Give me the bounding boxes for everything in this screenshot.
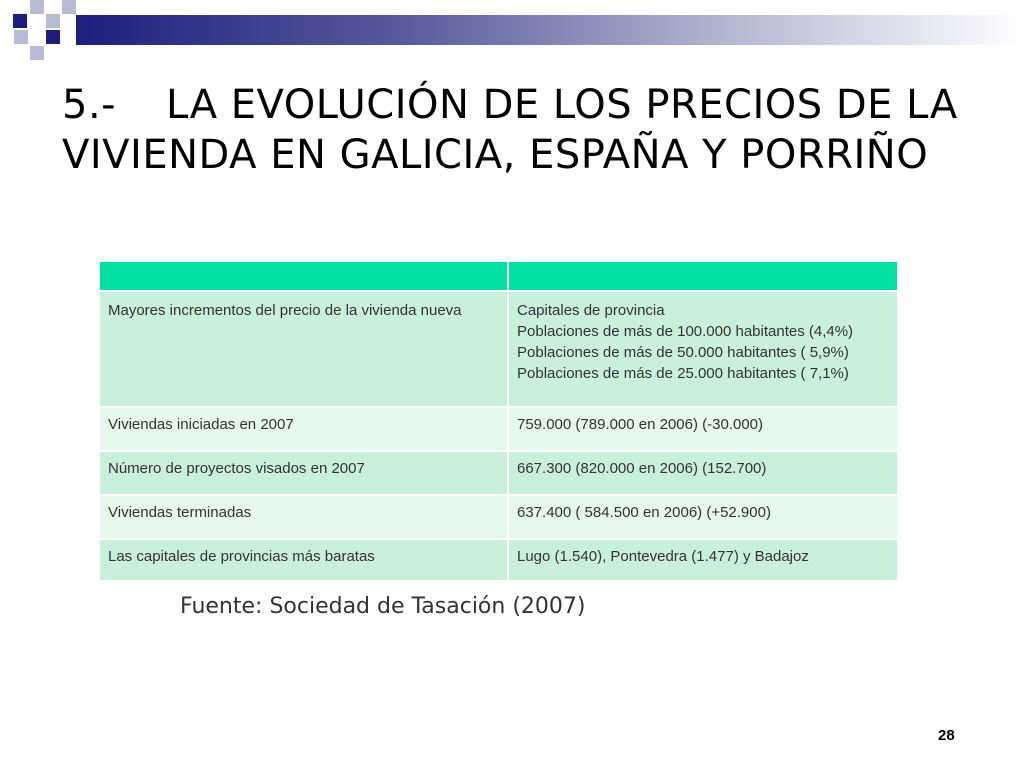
row-value-line: Poblaciones de más de 50.000 habitantes ( 5,9%) <box>517 344 849 361</box>
row-label: Viviendas terminadas <box>99 495 508 539</box>
table-row <box>99 539 898 581</box>
deco-square <box>14 30 28 44</box>
table-header-cell <box>99 261 508 291</box>
row-label: Las capitales de provincias más baratas <box>99 539 508 581</box>
table-header-cell <box>508 261 898 291</box>
deco-square <box>30 0 44 14</box>
slide-title <box>62 80 1002 180</box>
row-value: Lugo (1.540), Pontevedra (1.477) y Badajoz <box>508 539 898 581</box>
header-gradient-bar <box>76 15 1024 45</box>
deco-square <box>13 14 27 28</box>
table-row <box>99 495 898 539</box>
row-label: Número de proyectos visados en 2007 <box>99 451 508 495</box>
table-row <box>99 291 898 407</box>
source-caption: Fuente: Sociedad de Tasación (2007) <box>180 594 586 619</box>
row-label: Mayores incrementos del precio de la vivienda nueva <box>99 291 508 407</box>
row-value-line: Poblaciones de más de 25.000 habitantes ( 7,1%) <box>517 365 849 382</box>
row-value-line: Poblaciones de más de 100.000 habitantes (4,4%) <box>517 323 854 340</box>
row-value-line: Capitales de provincia <box>517 302 665 319</box>
table-header-row <box>99 261 898 291</box>
row-value <box>508 291 898 407</box>
deco-square <box>30 46 44 60</box>
page-number: 28 <box>938 727 955 744</box>
row-label: Viviendas iniciadas en 2007 <box>99 407 508 451</box>
deco-square <box>46 30 60 44</box>
deco-square <box>62 0 76 14</box>
table-row <box>99 407 898 451</box>
table-row <box>99 451 898 495</box>
row-value: 667.300 (820.000 en 2006) (152.700) <box>508 451 898 495</box>
title-number: 5.- <box>62 82 117 128</box>
title-text: LA EVOLUCIÓN DE LOS PRECIOS DE LA VIVIENDA EN GALICIA, ESPAÑA Y PORRIÑO <box>62 82 958 178</box>
row-value: 759.000 (789.000 en 2006) (-30.000) <box>508 407 898 451</box>
housing-data-table <box>98 260 899 582</box>
deco-square <box>46 14 60 28</box>
row-value: 637.400 ( 584.500 en 2006) (+52.900) <box>508 495 898 539</box>
